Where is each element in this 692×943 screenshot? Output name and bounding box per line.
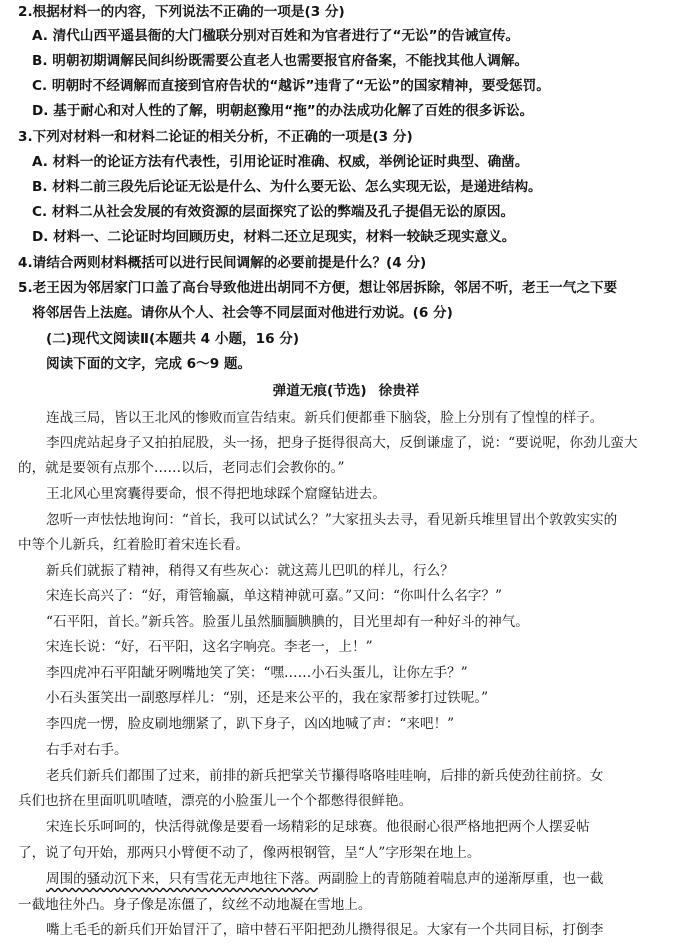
- q2-option-a: A. 清代山西平遥县衙的大门楹联分别对百姓和为官者进行了“无讼”的告诫宣传。: [32, 28, 520, 44]
- article-line: 李四虎站起身子又拍拍屁股，头一扬，把身子挺得很高大，反倒谦虚了，说：“要说呢，你劲儿蛮大: [46, 435, 638, 451]
- article-line: 嘴上毛毛的新兵们开始冒汗了，暗中替石平阳把劲儿攒得很足。大家有一个共同目标，打倒李: [46, 922, 604, 938]
- article-line: 李四虎一愣，脸皮刷地绷紧了，趴下身子，凶凶地喊了声：“来吧！”: [46, 716, 455, 732]
- article-line: 王北风心里窝囊得要命，恨不得把地球踩个窟窿钻进去。: [46, 486, 386, 502]
- q2-option-d: D. 基于耐心和对人性的了解，明朝赵豫用“拖”的办法成功化解了百姓的很多诉讼。: [32, 103, 534, 119]
- article-line: 忽听一声怯怯地询问：“首长，我可以试试么？”大家扭头去寻，看见新兵堆里冒出个敦敦实实的: [46, 512, 618, 528]
- q3-option-a: A. 材料一的论证方法有代表性，引用论证时准确、权威，举例论证时典型、确凿。: [32, 154, 529, 170]
- article-line: 的，就是要领有点那个……以后，老同志们会教你的。”: [18, 460, 345, 476]
- article-line: 李四虎冲石平阳龇牙咧嘴地笑了笑：“嘿……小石头蛋儿，让你左手？”: [46, 665, 468, 681]
- article-title-block: [0, 381, 692, 401]
- article-line-rest: 两副脸上的青筋随着喘息声的递渐厚重，也一截: [317, 871, 604, 887]
- article-line: 老兵们新兵们都围了过来，前排的新兵把掌关节攥得咯咯哇哇响，后排的新兵使劲往前挤。女: [46, 768, 604, 784]
- article-line: 中等个儿新兵，红着脸盯着宋连长看。: [18, 537, 250, 553]
- article-line: 右手对右手。: [46, 742, 128, 758]
- article-line: 一截地往外凸。身子像是冻僵了，纹丝不动地凝在雪地上。: [18, 897, 372, 913]
- q5-stem-line2: 将邻居告上法庭。请你从个人、社会等不同层面对他进行劝说。(6 分): [32, 305, 453, 321]
- q3-option-b: B. 材料二前三段先后论证无讼是什么、为什么要无讼、怎么实现无讼，是递进结构。: [32, 179, 542, 195]
- article-line: 新兵们就振了精神，稍得又有些灰心：就这蔫儿巴叽的样儿，行么？: [46, 563, 454, 579]
- q3-stem: 3.下列对材料一和材料二论证的相关分析，不正确的一项是(3 分): [18, 129, 413, 145]
- article-line: 宋连长说：“好，石平阳，这名字响亮。李老一，上！”: [46, 639, 373, 655]
- article-author: 徐贵祥: [378, 383, 420, 399]
- article-line: 兵们也挤在里面叽叽喳喳，漂亮的小脸蛋儿一个个都憋得很鲜艳。: [18, 793, 413, 809]
- article-line: “石平阳，首长。”新兵答。脸蛋儿虽然腼腼腆腆的，目光里却有一种好斗的神气。: [46, 614, 529, 630]
- q2-option-c: C. 明朝时不经调解而直接到官府告状的“越诉”违背了“无讼”的国家精神，要受惩罚。: [32, 78, 550, 94]
- q3-option-c: C. 材料二从社会发展的有效资源的层面探究了讼的弊端及孔子提倡无讼的原因。: [32, 204, 515, 220]
- article-line: 小石头蛋笑出一副憨厚样儿：“别，还是来公平的，我在家帮爹打过铁呢。”: [46, 690, 489, 706]
- article-line: 了，说了句开始，那两只小臂便不动了，像两根钢管，呈“人”字形架在地上。: [18, 845, 481, 861]
- article-line: 连战三局，皆以王北风的惨败而宣告结束。新兵们便都垂下脑袋，脸上分別有了惶惶的样子。: [46, 410, 604, 426]
- q2-stem: 2.根据材料一的内容，下列说法不正确的一项是(3 分): [18, 4, 345, 20]
- section-heading: (二)现代文阅读Ⅱ(本题共 4 小题，16 分): [46, 331, 300, 347]
- section-instruction: 阅读下面的文字，完成 6～9 题。: [46, 356, 252, 372]
- article-line-with-underline: [46, 869, 692, 889]
- article-line: 宋连长乐呵呵的，快活得就像是要看一场精彩的足球赛。他很耐心很严格地把两个人摆妥帖: [46, 819, 590, 835]
- q3-option-d: D. 材料一、二论证时均回顾历史，材料二还立足现实，材料一较缺乏现实意义。: [32, 229, 516, 245]
- wavy-underlined-phrase: 周围的骚动沉下来，只有雪花无声地往下落。: [46, 871, 318, 887]
- article-title: 弹道无痕(节选): [272, 383, 367, 399]
- q4-stem: 4.请结合两则材料概括可以进行民间调解的必要前提是什么？(4 分): [18, 255, 427, 271]
- q5-stem-line1: 5.老王因为邻居家门口盖了高台导致他进出胡同不方便，想让邻居拆除，邻居不听，老王一气之下要: [18, 280, 618, 296]
- q2-option-b: B. 明朝初期调解民间纠纷既需要公直老人也需要报官府备案，不能找其他人调解。: [32, 53, 529, 69]
- article-line: 宋连长高兴了：“好，甭管输赢，单这精神就可嘉。”又问：“你叫什么名字？”: [46, 588, 502, 604]
